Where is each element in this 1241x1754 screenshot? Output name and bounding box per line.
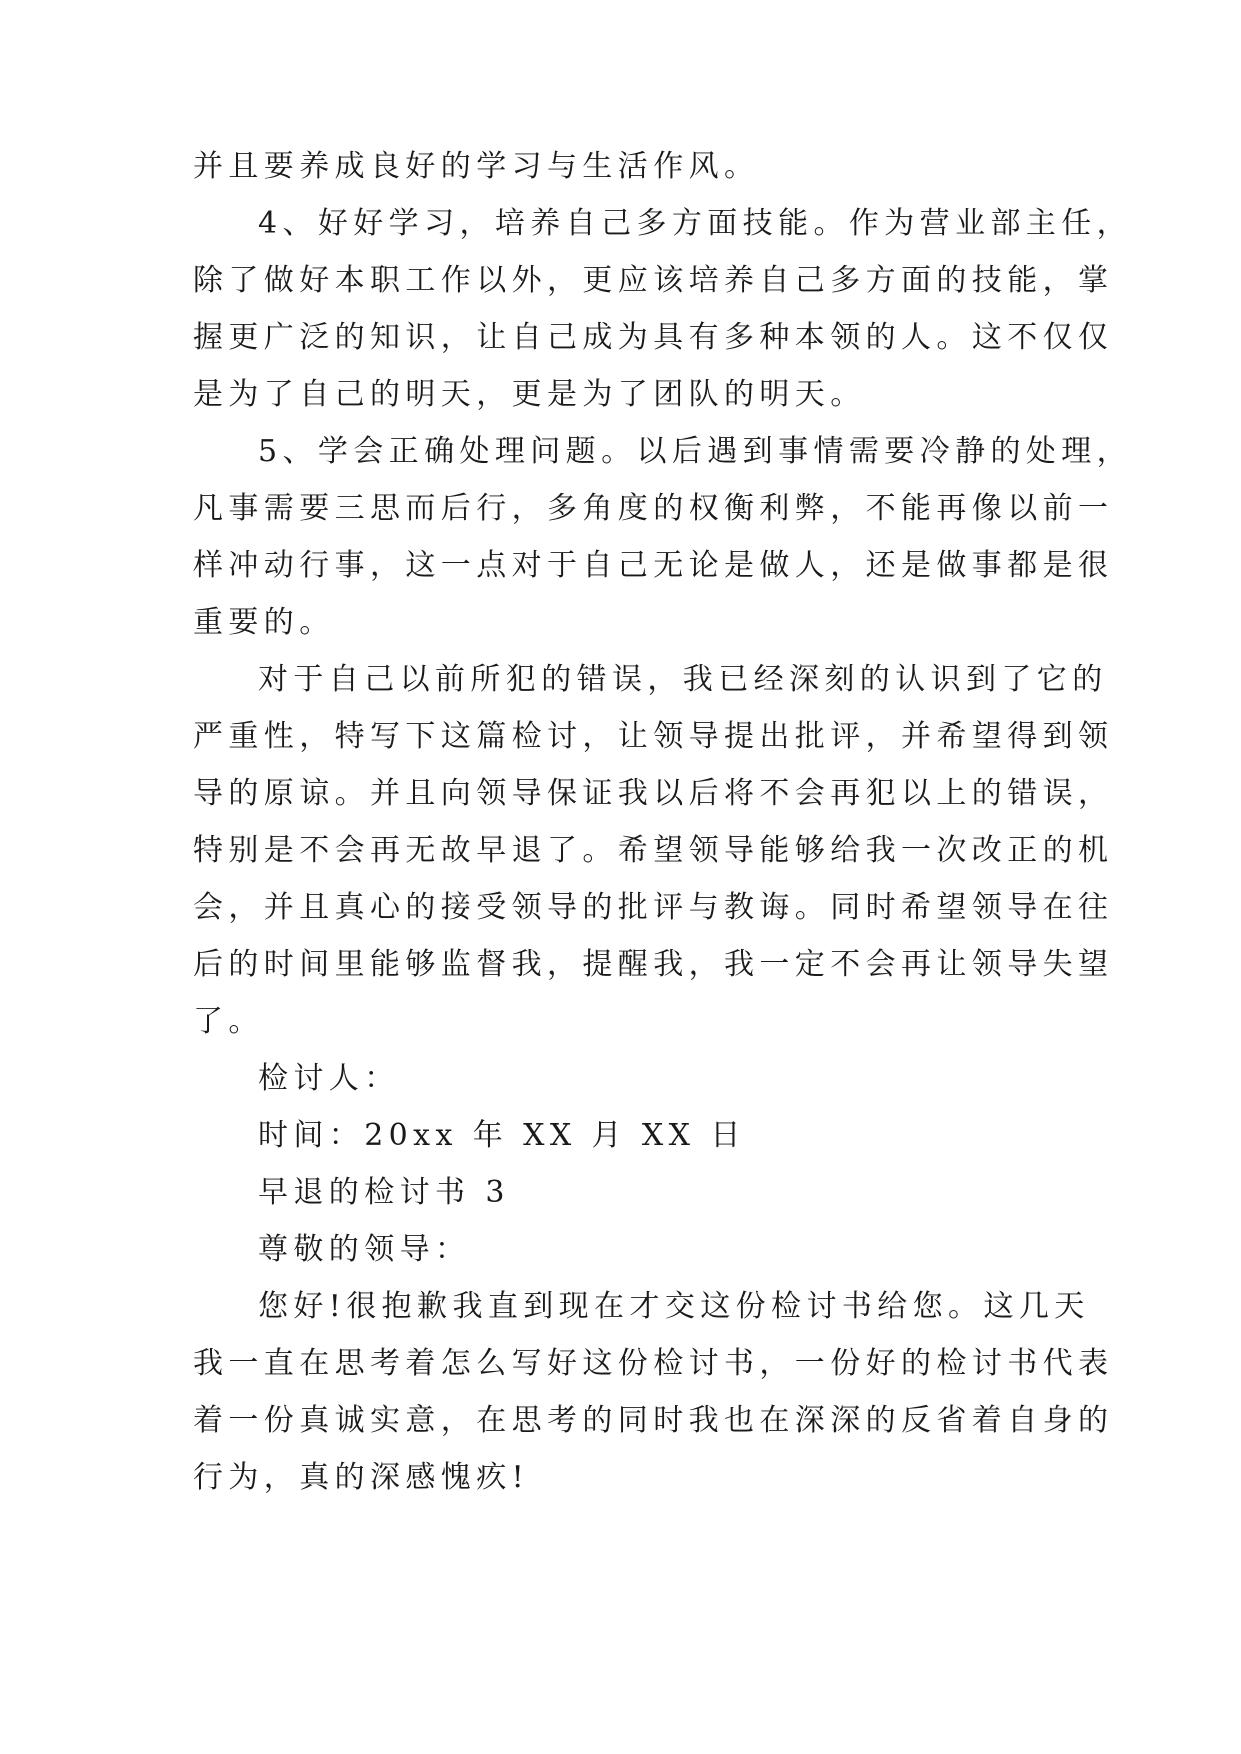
text-line: 4、好好学习，培养自己多方面技能。作为营业部主任， — [258, 206, 1133, 241]
text-line: 会，并且真心的接受领导的批评与教诲。同时希望领导在往 — [193, 890, 1114, 925]
text-line: 除了做好本职工作以外，更应该培养自己多方面的技能，掌 — [193, 263, 1114, 298]
text-line: 后的时间里能够监督我，提醒我，我一定不会再让领导失望 — [193, 947, 1114, 982]
text-line: 并且要养成良好的学习与生活作风。 — [193, 149, 760, 184]
text-line: 5、学会正确处理问题。以后遇到事情需要冷静的处理， — [258, 434, 1133, 469]
text-line: 对于自己以前所犯的错误，我已经深刻的认识到了它的 — [258, 662, 1108, 697]
text-line: 重要的。 — [193, 605, 335, 640]
text-line: 着一份真诚实意，在思考的同时我也在深深的反省着自身的 — [193, 1403, 1114, 1438]
text-line: 凡事需要三思而后行，多角度的权衡利弊，不能再像以前一 — [193, 491, 1114, 526]
text-line: 严重性，特写下这篇检讨，让领导提出批评，并希望得到领 — [193, 719, 1114, 754]
text-line: 是为了自己的明天，更是为了团队的明天。 — [193, 377, 866, 412]
date-line: 时间：20xx 年 XX 月 XX 日 — [258, 1118, 746, 1153]
text-line: 样冲动行事，这一点对于自己无论是做人，还是做事都是很 — [193, 548, 1114, 583]
text-line: 行为，真的深感愧疚! — [193, 1460, 530, 1495]
text-line: 您好!很抱歉我直到现在才交这份检讨书给您。这几天 — [258, 1289, 1090, 1324]
text-line: 特别是不会再无故早退了。希望领导能够给我一次改正的机 — [193, 833, 1114, 868]
text-line: 了。 — [193, 1004, 264, 1039]
signer-label: 检讨人： — [258, 1061, 400, 1096]
section-title: 早退的检讨书 3 — [258, 1175, 510, 1210]
salutation: 尊敬的领导： — [258, 1232, 471, 1267]
text-line: 我一直在思考着怎么写好这份检讨书，一份好的检讨书代表 — [193, 1346, 1114, 1381]
text-line: 握更广泛的知识，让自己成为具有多种本领的人。这不仅仅 — [193, 320, 1114, 355]
text-line: 导的原谅。并且向领导保证我以后将不会再犯以上的错误， — [193, 776, 1114, 811]
